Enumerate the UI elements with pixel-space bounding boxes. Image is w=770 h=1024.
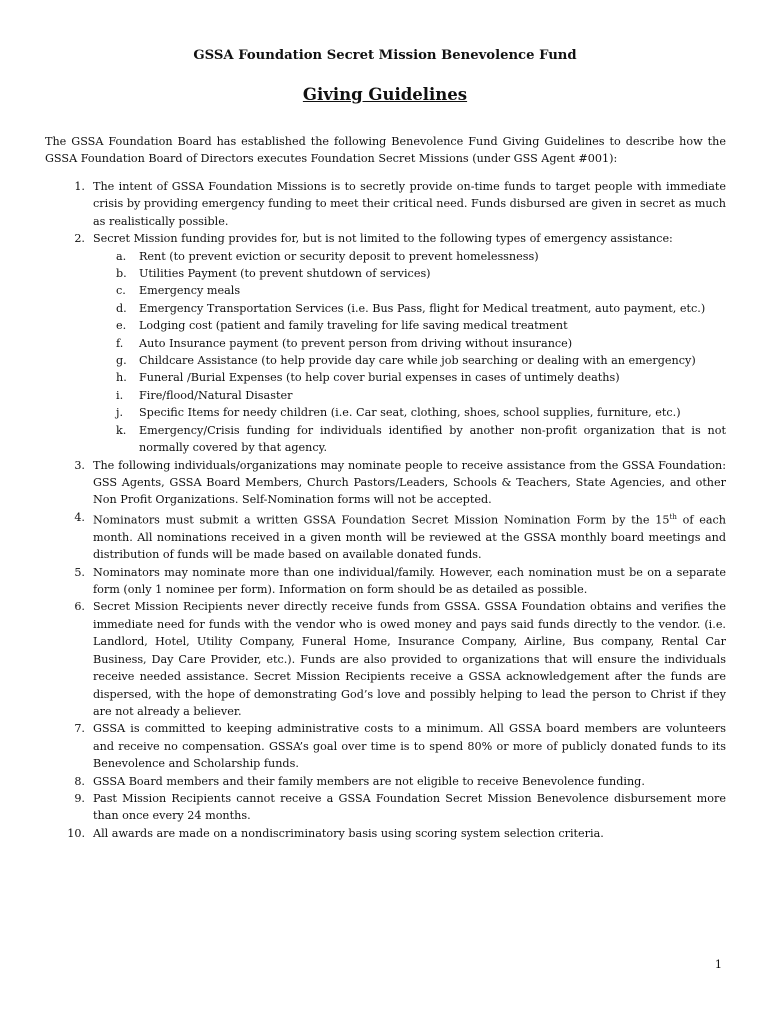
list-item: [45, 230, 726, 456]
list-item-number: 7.: [74, 722, 85, 736]
document-subtitle: Giving Guidelines: [302, 85, 468, 104]
list-item-text-before: Nominators must submit a written GSSA Foundation Secret Mission Nomination Form by the 15: [93, 513, 670, 527]
list-item: [45, 178, 726, 230]
guidelines-list: [45, 178, 726, 842]
sub-list-letter: j.: [116, 406, 124, 420]
list-item-number: 1.: [74, 180, 85, 193]
sub-list-text: Emergency meals: [139, 284, 241, 298]
list-item-text: The intent of GSSA Foundation Missions is to secretly provide on-time funds to target people with immediate crisis by providing emergency funding to meet their critical need. Funds disbursed are given in secret as much as realistically possible.: [93, 180, 726, 228]
sub-list-item: [93, 335, 726, 352]
list-item-number: 9.: [74, 791, 85, 805]
sub-list-letter: c.: [116, 284, 126, 298]
list-item-number: 8.: [74, 774, 85, 788]
sub-list-letter: f.: [116, 336, 124, 350]
list-item: [45, 790, 726, 825]
sub-list-item: [93, 282, 726, 299]
sub-list-letter: e.: [116, 319, 127, 333]
sub-list-letter: a.: [116, 249, 127, 263]
list-item-text: The following individuals/organizations may nominate people to receive assistance from the GSSA Foundation: GSS Agents, GSSA Board Members, Church Pastors/Leaders, Schools & Teachers, State Agencies, and other Non Profit Organizations. Self-Nomination forms will not be accepted.: [93, 458, 726, 507]
list-item-number: 2.: [74, 232, 85, 246]
list-item-number: 4.: [74, 510, 85, 524]
sub-list-letter: d.: [116, 301, 127, 315]
sub-list-letter: i.: [116, 388, 124, 402]
ordinal-suffix: th: [669, 512, 677, 521]
sub-list-item: [93, 387, 726, 404]
list-item-text: Nominators may nominate more than one individual/family. However, each nomination must be on a separate form (only 1 nominee per form). Information on form should be as detailed as possible.: [93, 565, 726, 597]
list-item-text: Secret Mission Recipients never directly receive funds from GSSA. GSSA Foundation obtains and verifies the immediate need for funds with the vendor who is owed money and pays said funds directly to the vendor. (i.e. Landlord, Hotel, Utility Company, Funeral Home, Insurance Company, Airline, Bus company, Rental Car Business, Day Care Provider, etc.). Funds are also provided to organizations that will ensure the individuals receive needed assistance. Secret Mission Recipients receive a GSSA acknowledgement after the funds are dispersed, with the hope of demonstrating God’s love and possibly helping to lead the person to Christ if they are not already a believer.: [93, 600, 726, 718]
intro-paragraph: The GSSA Foundation Board has established the following Benevolence Fund Giving Guidelines to describe how the GSSA Foundation Board of Directors executes Foundation Secret Missions (under GSS Agent #001):: [45, 135, 726, 166]
list-item: [45, 720, 726, 772]
list-item-number: 6.: [74, 600, 85, 614]
list-item-text: Secret Mission funding provides for, but is not limited to the following types of emergency assistance:: [93, 232, 673, 246]
list-item-text: GSSA Board members and their family members are not eligible to receive Benevolence funding.: [93, 774, 645, 788]
sub-list-text: Childcare Assistance (to help provide day care while job searching or dealing with an emergency): [139, 354, 696, 368]
sub-list-letter: g.: [116, 354, 127, 368]
list-item-number: 5.: [74, 565, 85, 579]
list-item: [45, 825, 726, 842]
sub-list-item: [93, 369, 726, 386]
list-item-number: 10.: [67, 826, 85, 840]
sub-list-text: Utilities Payment (to prevent shutdown of services): [139, 267, 431, 281]
sub-list-item: [93, 422, 726, 457]
sub-list-letter: b.: [116, 267, 127, 281]
list-item-number: 3.: [74, 458, 85, 472]
sub-list-letter: k.: [116, 423, 127, 437]
sub-list-text: Lodging cost (patient and family traveling for life saving medical treatment: [139, 319, 568, 333]
sub-list-item: [93, 317, 726, 334]
list-item: [45, 564, 726, 599]
sub-list-item: [93, 404, 726, 421]
list-item-text-after: of each month. All nominations received in a given month will be reviewed at the GSSA monthly board meetings and distribution of funds will be made based on available donated funds.: [93, 513, 726, 562]
list-item-text: Past Mission Recipients cannot receive a GSSA Foundation Secret Mission Benevolence disbursement more than once every 24 months.: [93, 791, 726, 823]
list-item-text: GSSA is committed to keeping administrative costs to a minimum. All GSSA board members are volunteers and receive no compensation. GSSA’s goal over time is to spend 80% or more of publicly donated funds to its Benevolence and Scholarship funds.: [93, 722, 726, 771]
assistance-types-list: [93, 248, 726, 457]
sub-list-item: [93, 300, 726, 317]
sub-list-item: [93, 265, 726, 282]
sub-list-text: Fire/flood/Natural Disaster: [139, 388, 293, 402]
sub-list-item: [93, 352, 726, 369]
sub-list-text: Specific Items for needy children (i.e. Car seat, clothing, shoes, school supplies, furniture, etc.): [139, 406, 681, 420]
list-item: [45, 509, 726, 564]
sub-list-text: Rent (to prevent eviction or security deposit to prevent homelessness): [139, 249, 539, 263]
sub-list-item: [93, 248, 726, 265]
list-item: [45, 773, 726, 790]
page-number: 1: [714, 958, 722, 971]
sub-list-text: Funeral /Burial Expenses (to help cover burial expenses in cases of untimely deaths): [139, 371, 620, 385]
list-item: [45, 457, 726, 509]
sub-list-text: Emergency/Crisis funding for individuals identified by another non-profit organization that is not normally covered by that agency.: [139, 423, 726, 455]
sub-list-letter: h.: [116, 371, 127, 385]
list-item-text: All awards are made on a nondiscriminatory basis using scoring system selection criteria.: [93, 826, 604, 840]
sub-list-text: Emergency Transportation Services (i.e. Bus Pass, flight for Medical treatment, auto payment, etc.): [139, 301, 706, 315]
sub-list-text: Auto Insurance payment (to prevent person from driving without insurance): [139, 336, 573, 350]
document-title: GSSA Foundation Secret Mission Benevolence Fund: [193, 48, 577, 63]
list-item: [45, 598, 726, 720]
